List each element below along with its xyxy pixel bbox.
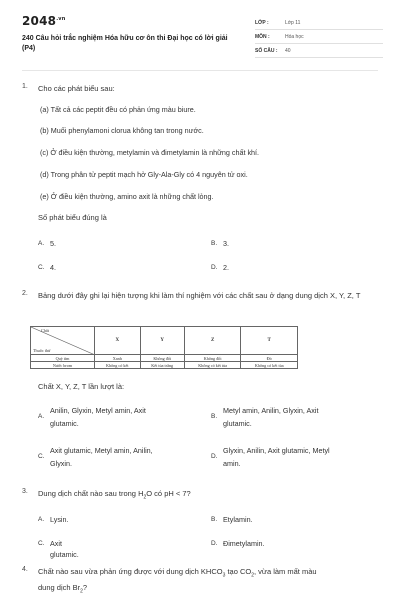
table-cell: Không đổi bbox=[184, 355, 241, 362]
text-part: , vừa làm mất màu bbox=[254, 567, 317, 576]
column-header: Z bbox=[184, 327, 241, 355]
option-letter: B. bbox=[211, 516, 218, 523]
option-text: Đimetylamin. bbox=[223, 539, 265, 548]
header-divider bbox=[22, 70, 378, 71]
question-text bbox=[38, 566, 378, 597]
option-letter: D. bbox=[211, 540, 218, 547]
option-letter: A. bbox=[38, 413, 45, 420]
option-text-line2: glutamic. bbox=[50, 419, 79, 428]
statement-e: (e) Ở điều kiện thường, amino axit là những chất lỏng. bbox=[40, 192, 214, 201]
option-text-line2: amin. bbox=[223, 459, 241, 468]
table-cell: Xanh bbox=[95, 355, 141, 362]
reagent-cell: Nước brom bbox=[31, 362, 95, 369]
option-text-line1: Glyxin, Anilin, Axit glutamic, Metyl bbox=[223, 446, 330, 455]
table-cell: Không có kết bbox=[95, 362, 141, 369]
option-letter: C. bbox=[38, 453, 45, 460]
option-text-line1: Anilin, Glyxin, Metyl amin, Axit bbox=[50, 406, 146, 415]
subscript: 2 bbox=[80, 588, 83, 594]
statement-c: (c) Ở điều kiện thường, metylamin và đimetylamin là những chất khí. bbox=[40, 148, 260, 157]
option-c[interactable] bbox=[38, 445, 198, 469]
statement-d: (d) Trong phân tử peptit mạch hở Gly-Ala-Gly có 4 nguyên tử oxi. bbox=[40, 170, 248, 179]
option-a[interactable] bbox=[38, 405, 198, 429]
option-letter: C. bbox=[38, 540, 45, 547]
experiment-table bbox=[30, 326, 298, 369]
question-number: 3. bbox=[22, 488, 28, 495]
option-letter: A. bbox=[38, 240, 45, 247]
corner-bottom-label: Thuốc thử bbox=[33, 348, 51, 353]
option-text: Axit glutamic. bbox=[50, 539, 79, 559]
table-row bbox=[31, 355, 298, 362]
option-d[interactable] bbox=[211, 445, 376, 469]
option-letter: C. bbox=[38, 264, 45, 271]
corner-top-label: Chất bbox=[41, 328, 49, 333]
statement-b: (b) Muối phenylamoni clorua không tan trong nước. bbox=[40, 126, 204, 135]
question-number: 2. bbox=[22, 290, 28, 297]
table-cell: Không đổi bbox=[140, 355, 184, 362]
text-part: dung dịch Br bbox=[38, 582, 81, 592]
column-header: X bbox=[95, 327, 141, 355]
option-letter: B. bbox=[211, 240, 218, 247]
option-letter: D. bbox=[211, 264, 218, 271]
column-header: Y bbox=[140, 327, 184, 355]
text-part: ? bbox=[82, 582, 88, 592]
question-number: 1. bbox=[22, 83, 28, 90]
table-cell: Kết tủa trắng bbox=[140, 362, 184, 369]
table-cell: Không có kết tủa bbox=[184, 362, 241, 369]
option-text: 5. bbox=[50, 239, 56, 248]
option-text: 2. bbox=[223, 263, 229, 272]
meta-row-subject bbox=[255, 30, 383, 44]
option-text: 4. bbox=[50, 263, 56, 272]
meta-label: LỚP : bbox=[255, 20, 269, 26]
option-b[interactable] bbox=[211, 405, 376, 429]
subscript: 2 bbox=[251, 572, 254, 579]
option-text: Lysin. bbox=[50, 515, 69, 524]
meta-row-count bbox=[255, 44, 383, 58]
option-text: 3. bbox=[223, 239, 229, 248]
meta-value: 40 bbox=[285, 48, 291, 54]
table-corner-cell bbox=[31, 327, 95, 355]
question-prompt: Số phát biểu đúng là bbox=[38, 213, 107, 222]
statement-a: (a) Tất cả các peptit đều có phản ứng màu biure. bbox=[40, 105, 196, 114]
option-letter: D. bbox=[211, 453, 218, 460]
question-text: Cho các phát biểu sau: bbox=[38, 84, 115, 93]
question-number: 4. bbox=[22, 566, 28, 573]
option-text-line2: glutamic. bbox=[223, 419, 252, 428]
question-text bbox=[38, 488, 378, 504]
question-prompt: Chất X, Y, Z, T lần lượt là: bbox=[38, 382, 125, 391]
document-header bbox=[22, 14, 382, 64]
meta-label: SỐ CÂU : bbox=[255, 48, 278, 54]
table-cell: Không có kết tủa bbox=[241, 362, 298, 369]
reagent-cell: Quỳ tím bbox=[31, 355, 95, 362]
meta-value: Lớp 11 bbox=[285, 20, 301, 26]
meta-row-class bbox=[255, 16, 383, 30]
meta-label: MÔN : bbox=[255, 34, 270, 40]
document-title: 240 Câu hỏi trắc nghiệm Hóa hữu cơ ôn thi Đại học có lời giải (P4) bbox=[22, 35, 228, 52]
option-text-line1: Axit glutamic, Metyl amin, Anilin, bbox=[50, 446, 153, 455]
text-part: Chất nào sau vừa phản ứng được với dung dịch KHCO bbox=[38, 567, 223, 576]
text-part: Dung dịch chất nào sau trong H bbox=[38, 489, 144, 498]
table-cell: Đỏ bbox=[241, 355, 298, 362]
option-text-line2: Glyxin. bbox=[50, 459, 72, 468]
question-text: Bảng dưới đây ghi lại hiện tượng khi làm thí nghiệm với các chất sau ở dạng dung dịch X, Y, Z, T bbox=[38, 291, 361, 300]
text-part: tạo CO bbox=[225, 567, 252, 576]
option-letter: A. bbox=[38, 516, 45, 523]
option-text: Etylamin. bbox=[223, 515, 253, 524]
subscript: 3 bbox=[222, 572, 226, 579]
option-text-line1: Metyl amin, Anilin, Glyxin, Axit bbox=[223, 406, 319, 415]
document-meta bbox=[255, 16, 383, 58]
logo-suffix: .vn bbox=[56, 16, 66, 22]
column-header: T bbox=[241, 327, 298, 355]
site-logo[interactable] bbox=[22, 14, 66, 28]
table-row bbox=[31, 362, 298, 369]
subscript: 2 bbox=[143, 494, 147, 501]
text-part: O có pH < 7? bbox=[146, 489, 191, 498]
meta-value: Hóa học bbox=[285, 34, 304, 40]
logo-main: 2048 bbox=[22, 14, 57, 28]
option-letter: B. bbox=[211, 413, 218, 420]
